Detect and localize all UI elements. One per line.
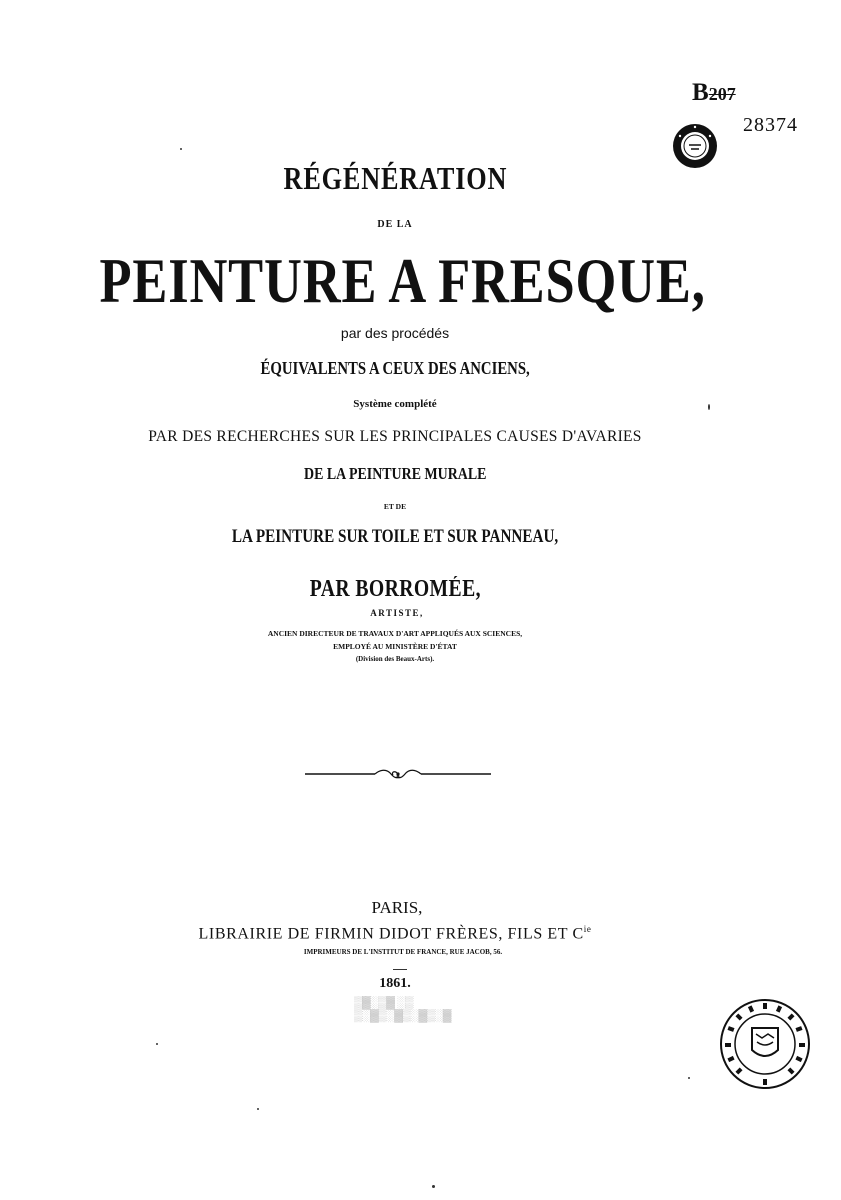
title-line-1: RÉGÉNÉRATION [283,160,507,196]
page-speck [180,148,182,150]
page-speck [257,1108,259,1110]
ornament-rule [305,767,491,781]
accession-number: 28374 [743,114,798,136]
title-line-2: DE LA [377,219,413,230]
subtitle-toile: LA PEINTURE SUR TOILE ET SUR PANNEAU, [231,527,559,547]
imprint-year: 1861. [379,976,411,991]
subtitle-par-des: par des procédés [340,325,450,341]
shelfmark [692,79,736,107]
page-speck [156,1043,158,1045]
shelfmark-letter: B [692,79,709,106]
imprint-dash [393,969,407,970]
subtitle-equivalents: ÉQUIVALENTS A CEUX DES ANCIENS, [260,358,530,378]
main-title: PEINTURE A FRESQUE, [99,245,707,316]
subtitle-et-de: ET DE [383,502,407,511]
library-stamp-large [719,998,811,1090]
author-employment: EMPLOYÉ AU MINISTÈRE D'ÉTAT [333,642,457,651]
page-speck [708,404,710,410]
author-division: (Division des Beaux-Arts). [355,655,435,663]
subtitle-murale: DE LA PEINTURE MURALE [303,464,487,483]
subtitle-recherches: PAR DES RECHERCHES SUR LES PRINCIPALES CAUSES D'AVARIES [148,428,642,445]
shelfmark-struck-number: 207 [708,84,736,104]
author-name: PAR BORROMÉE, [309,576,481,602]
subtitle-systeme: Système complété [353,398,437,410]
imprint-publisher: LIBRAIRIE DE FIRMIN DIDOT FRÈRES, FILS ET $C^{ie}$ [198,924,592,943]
page-speck [688,1077,690,1079]
imprint-printers: IMPRIMEURS DE L'INSTITUT DE FRANCE, RUE JACOB, 56. [303,948,503,956]
author-former-position: ANCIEN DIRECTEUR DE TRAVAUX D'ART APPLIQUÉS AUX SCIENCES, [267,629,523,638]
page-speck [432,1185,435,1188]
imprint-city: PARIS, [371,898,423,917]
imprint-publisher-sup: ie [583,924,592,934]
author-role: ARTISTE, [370,608,424,618]
faded-stamp-text: ▒▓░▒▓ ░▒ ▒░▓▒░▓▒░▓▒░▓ [354,995,452,1022]
